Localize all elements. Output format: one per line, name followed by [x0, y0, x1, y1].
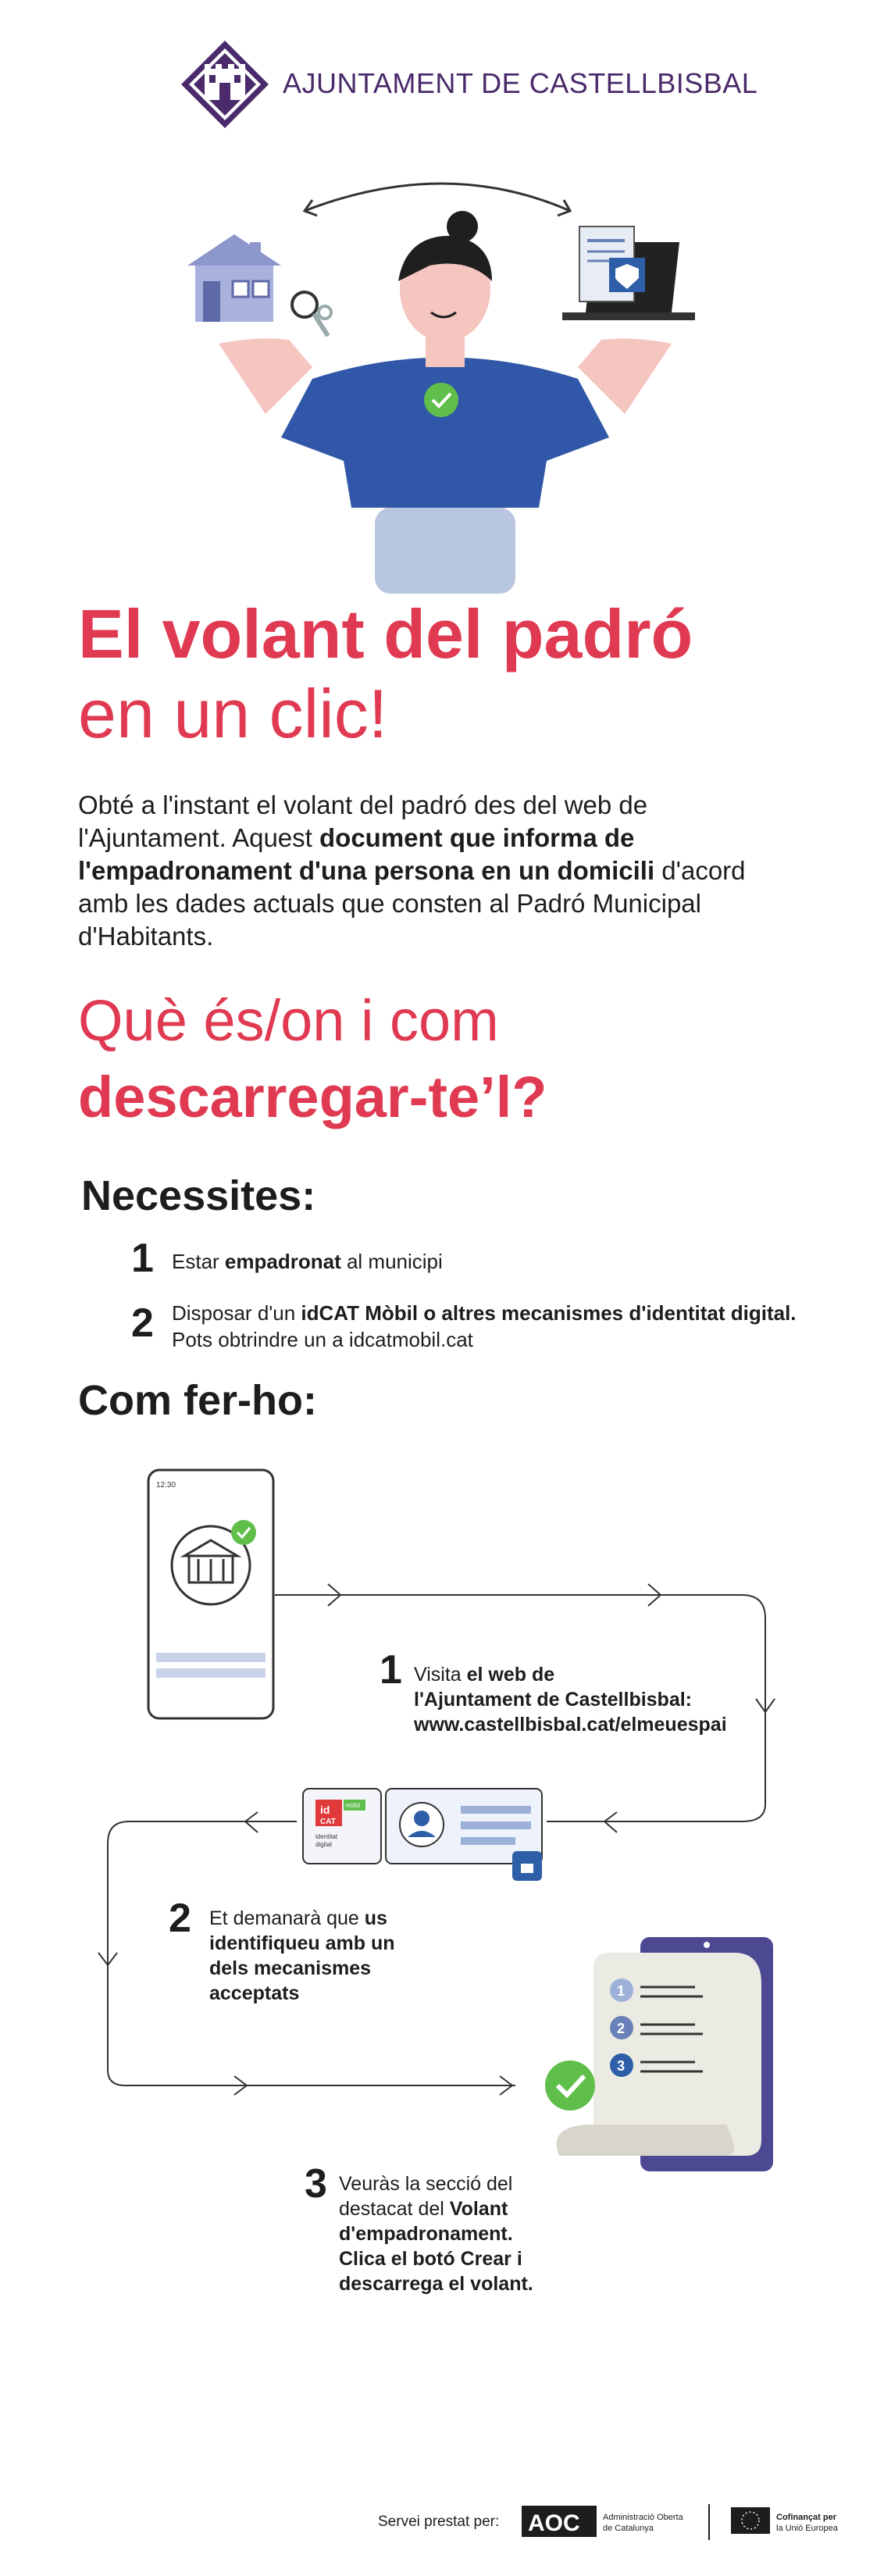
need-item-1: Estar empadronat al municipi	[172, 1250, 443, 1273]
step-number-1: 1	[380, 1647, 402, 1693]
aoc-logo	[522, 2496, 748, 2543]
svg-text:Administració Oberta: Administració Oberta	[603, 2513, 683, 2522]
swap-arrow-icon	[305, 184, 570, 216]
phone-icon	[148, 1470, 273, 1718]
laptop-document-icon	[562, 227, 695, 320]
step-number-3: 3	[305, 2161, 327, 2207]
svg-text:la Unió Europea: la Unió Europea	[776, 2524, 838, 2533]
step-2-text: Et demanarà que us identifiqueu amb un dels mecanismes acceptats	[209, 1907, 395, 2004]
svg-text:AOC: AOC	[528, 2510, 580, 2536]
svg-text:2: 2	[617, 2021, 626, 2036]
question-heading-line1: Què és/on i com	[78, 988, 499, 1053]
house-icon	[187, 234, 281, 322]
svg-text:mòbil: mòbil	[345, 1802, 361, 1809]
svg-text:id: id	[320, 1804, 330, 1816]
need-number-2: 2	[131, 1300, 154, 1346]
hero-illustration	[172, 180, 718, 594]
org-name: AJUNTAMENT DE CASTELLBISBAL	[283, 67, 758, 99]
needs-heading: Necessites:	[81, 1172, 316, 1219]
checklist-tablet-icon	[545, 1937, 773, 2171]
castellbisbal-emblem-icon	[178, 37, 272, 131]
footer-label: Servei prestat per:	[378, 2514, 500, 2530]
svg-text:3: 3	[617, 2058, 626, 2074]
question-heading-line2: descarregar-te’l?	[78, 1065, 547, 1129]
svg-text:CAT: CAT	[320, 1818, 336, 1826]
need-number-1: 1	[131, 1236, 154, 1281]
page-subtitle: en un clic!	[78, 675, 388, 752]
step-3-text: Veuràs la secció del destacat del Volant d'empadronament. Clica el botó Crear i descarrega el volant.	[339, 2173, 533, 2295]
keys-icon	[292, 292, 331, 336]
svg-text:identitat: identitat	[315, 1833, 338, 1840]
svg-text:1: 1	[617, 1983, 626, 1999]
idcat-card-icon	[303, 1789, 542, 1881]
svg-text:12:30: 12:30	[156, 1481, 176, 1490]
svg-text:digital: digital	[315, 1841, 332, 1848]
eu-cofunded-logo	[731, 2496, 864, 2543]
svg-text:Cofinançat per: Cofinançat per	[776, 2513, 837, 2522]
need-item-2: Disposar d'un idCAT Mòbil o altres mecanismes d'identitat digital. Pots obtrindre un a idcatmobil.cat	[172, 1301, 797, 1351]
step-number-2: 2	[169, 1896, 191, 1941]
step-1-text: Visita el web de l'Ajuntament de Castellbisbal: www.castellbisbal.cat/elmeuespai	[414, 1664, 727, 1736]
check-icon	[424, 383, 458, 417]
how-heading: Com fer-ho:	[78, 1377, 317, 1424]
svg-text:de Catalunya: de Catalunya	[603, 2524, 654, 2533]
intro-paragraph: Obté a l'instant el volant del padró des del web de l'Ajuntament. Aquest document que informa de l'empadronament d'una persona en un domicili d'acord amb les dades actuals que consten al Padró Municipal d'Habitants.	[78, 790, 746, 951]
page-title: El volant del padró	[78, 595, 693, 673]
intro-bold: document que informa de l'empadronament d'una persona en un domicili	[78, 823, 655, 885]
